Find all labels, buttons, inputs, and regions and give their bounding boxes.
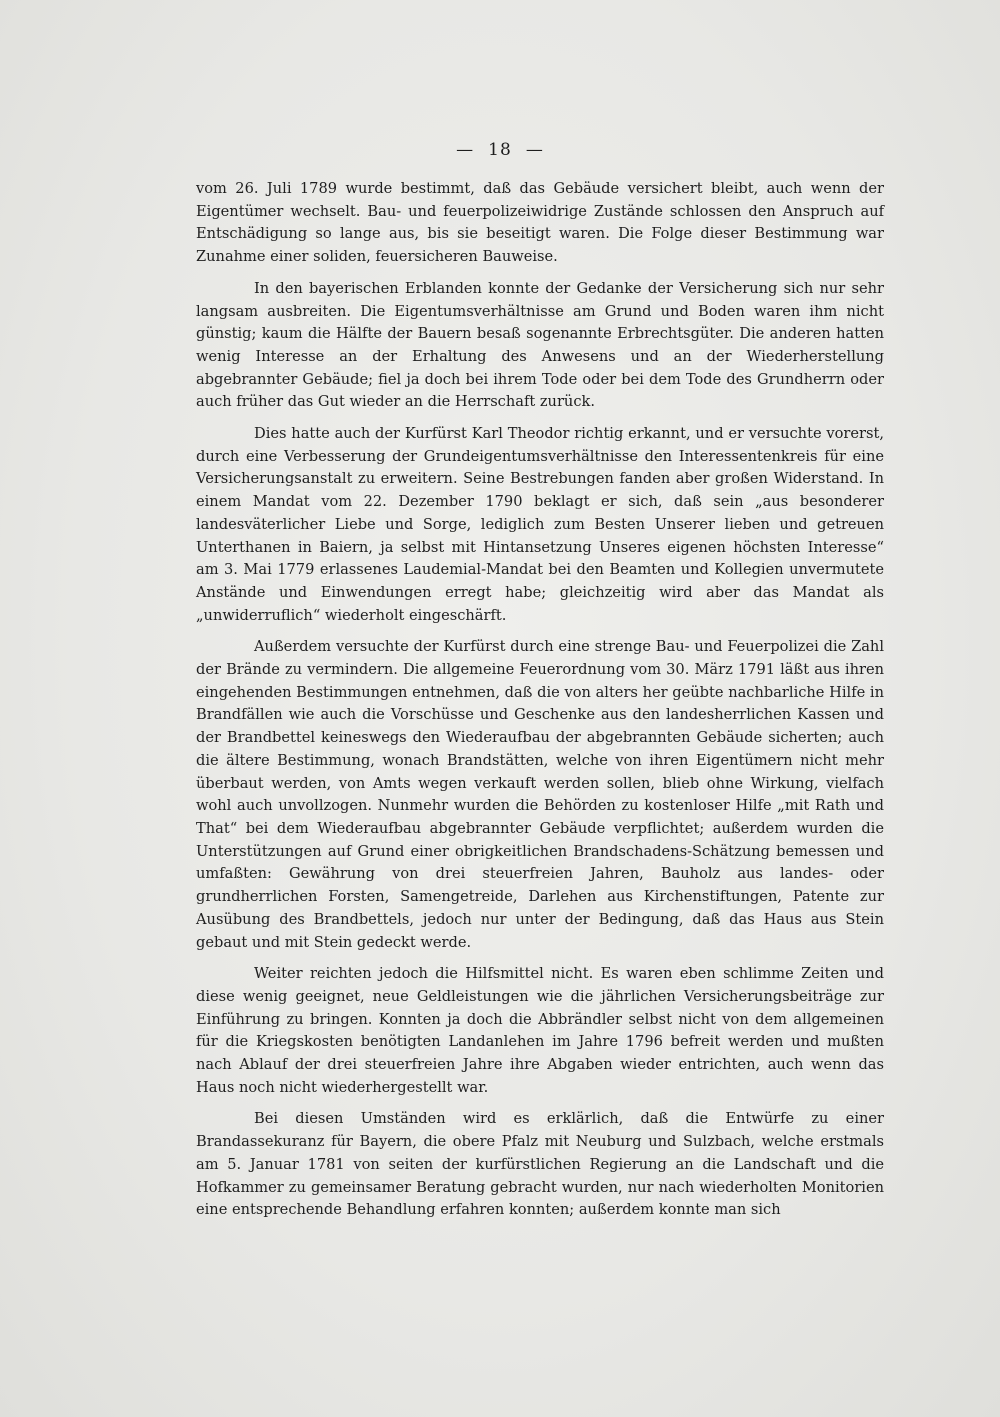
page-number-value: 18 — [488, 140, 512, 160]
paragraph: Bei diesen Umständen wird es erklärlich, daß die Entwürfe zu einer Brandassekuranz für Bayern, die obere Pfalz mit Neuburg und Sulzbach, welche erstmals am 5. Januar 1781 von seiten der kurfürstlichen Regierung an die Landschaft und die Hofkammer zu gemeinsamer Beratung gebracht wurden, nur nach wiederholten Monitorien eine entsprechende Behandlung erfahren konnten; außerdem konnte man sich — [196, 1110, 884, 1219]
page-number-dash-left: — — [456, 140, 475, 160]
page-number — [0, 140, 1000, 160]
paragraph: In den bayerischen Erblanden konnte der Gedanke der Versicherung sich nur sehr langsam ausbreiten. Die Eigentumsverhältnisse am Grund und Boden waren ihm nicht günstig; kaum die Hälfte der Bauern besaß sogenannte Erbrechtsgüter. Die anderen hatten wenig Interesse an der Erhaltung des Anwesens und an der Wiederherstellung abgebrannter Gebäude; fiel ja doch bei ihrem Tode oder bei dem Tode des Grundherrn oder auch früher das Gut wieder an die Herrschaft zurück. — [196, 279, 884, 411]
body-text — [196, 178, 884, 1231]
paragraph-continuation: vom 26. Juli 1789 wurde bestimmt, daß das Gebäude versichert bleibt, auch wenn der Eigentümer wechselt. Bau- und feuerpolizeiwidrige Zustände schlossen den Anspruch auf Entschädigung so lange aus, bis sie beseitigt waren. Die Folge dieser Bestimmung war Zunahme einer soliden, feuersicheren Bauweise. — [196, 180, 884, 266]
paragraph: Weiter reichten jedoch die Hilfsmittel nicht. Es waren eben schlimme Zeiten und diese wenig geeignet, neue Geldleistungen wie die jährlichen Versicherungsbeiträge zur Einführung zu bringen. Konnten ja doch die Abbrändler selbst nicht von dem allgemeinen für die Kriegskosten benötigten Landanlehen im Jahre 1796 befreit werden und mußten nach Ablauf der drei steuerfreien Jahre ihre Abgaben wieder entrichten, auch wenn das Haus noch nicht wiederhergestellt war. — [196, 965, 884, 1096]
page-number-dash-right: — — [525, 140, 544, 160]
paragraph: Dies hatte auch der Kurfürst Karl Theodor richtig erkannt, und er versuchte vorerst, durch eine Verbesserung der Grundeigentumsverhältnisse den Interessentenkreis für eine Versicherungsanstalt zu erweitern. Seine Bestrebungen fanden aber großen Widerstand. In einem Mandat vom 22. Dezember 1790 beklagt er sich, daß sein „aus besonderer landesväterlicher Liebe und Sorge, lediglich zum Besten Unserer lieben und getreuen Unterthanen in Baiern, ja selbst mit Hintansetzung Unseres eigenen höchsten Interesse“ am 3. Mai 1779 erlassenes Laudemial-Mandat bei den Beamten und Kollegien unvermutete Anstände und Einwendungen erregt habe; gleichzeitig wird aber das Mandat als „unwiderruflich“ wiederholt eingeschärft. — [196, 425, 884, 624]
paragraph: Außerdem versuchte der Kurfürst durch eine strenge Bau- und Feuerpolizei die Zahl der Brände zu vermindern. Die allgemeine Feuerordnung vom 30. März 1791 läßt aus ihren eingehenden Bestimmungen entnehmen, daß die von alters her geübte nachbarliche Hilfe in Brandfällen wie auch die Vorschüsse und Geschenke aus den landesherrlichen Kassen und der Brandbettel keineswegs den Wiederaufbau der abgebrannten Gebäude sicherten; auch die ältere Bestimmung, wonach Brandstätten, welche von ihren Eigentümern nicht mehr überbaut werden, von Amts wegen verkauft werden sollen, blieb ohne Wirkung, vielfach wohl auch unvollzogen. Nunmehr wurden die Behörden zu kostenloser Hilfe „mit Rath und That“ bei dem Wiederaufbau abgebrannter Gebäude verpflichtet; außerdem wurden die Unterstützungen auf Grund einer obrigkeitlichen Brandschadens-Schätzung bemessen und umfaßten: Gewährung von drei steuerfreien Jahren, Bauholz aus landes- oder grundherrlichen Forsten, Samengetreide, Darlehen aus Kirchenstiftungen, Patente zur Ausübung des Brandbettels, jedoch nur unter der Bedingung, daß das Haus aus Stein gebaut und mit Stein gedeckt werde. — [196, 638, 884, 951]
